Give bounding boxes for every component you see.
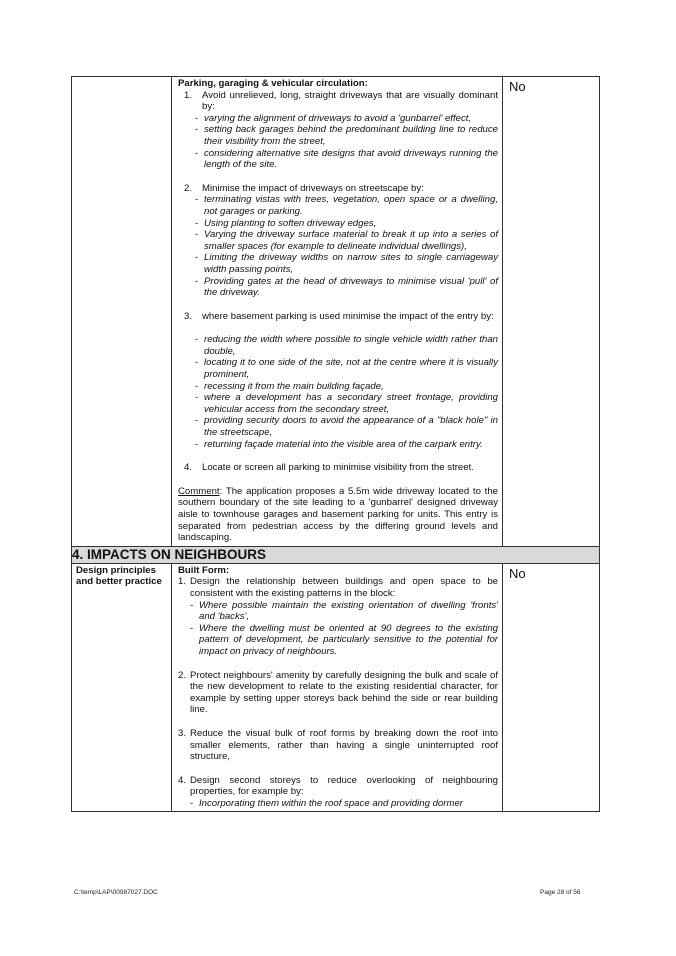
parking-item-4 [178,462,498,474]
built-form-item-1-bullets [178,600,498,658]
design-principles-label: Design principles and better practice [76,564,162,588]
item-number: 4. [178,774,187,786]
list-item: - reducing the width where possible to single vehicle width rather than double, [204,334,498,357]
built-form-answer-cell [503,563,600,812]
list-item: - setting back garages behind the predominant building line to reduce their visibility from the street, [204,124,498,147]
item-text: Protect neighbours' amenity by carefully designing the bulk and scale of the new development to relate to the existing residential character, for example by setting upper storeys back behind the side or rear building line. [190,669,498,716]
built-form-heading: Built Form: [178,564,230,576]
item-text: Minimise the impact of driveways on streetscape by: [202,182,424,194]
footer-file-path: C:\temp\LAP\00987027.DOC [74,889,158,896]
comment-label: Comment [178,485,220,497]
item-text: Design the relationship between buildings and open space to be consistent with the existing patterns in the block: [190,576,498,599]
list-item: - recessing it from the main building façade, [204,381,498,393]
item-number: 2. [184,182,193,194]
list-item: - returning façade material into the visible area of the carpark entry. [204,439,498,451]
list-item: - providing security doors to avoid the appearance of a "black hole" in the streetscape, [204,415,498,438]
item-number: 4. [184,462,193,474]
parking-comment [178,486,498,544]
item-text: Reduce the visual bulk of roof forms by breaking down the roof into smaller elements, rather than having a single uninterrupted roof structure, [190,727,498,763]
parking-item-3 [178,311,498,323]
parking-answer-cell [503,77,600,547]
parking-row [72,77,600,547]
parking-content-cell [172,77,503,547]
item-text: Design second storeys to reduce overlooking of neighbouring properties, for example by: [190,774,498,798]
section-title: 4. IMPACTS ON NEIGHBOURS [72,546,600,563]
item-number: 3. [184,310,193,322]
built-form-item-4-bullets [178,798,498,810]
comment-text: : The application proposes a 5.5m wide driveway located to the southern boundary of the site leading to a 'gunbarrel' designed driveway aisle to townhouse garages and basement parking for units. This entry is separated from pedestrian access by the differing ground levels and landscaping. [178,485,498,544]
built-form-left-cell [72,563,172,812]
built-form-item-4 [178,775,498,798]
item-text: where basement parking is used minimise the impact of the entry by: [202,310,494,322]
list-item: - Using planting to soften driveway edges, [204,218,498,230]
section-header-row [72,546,600,563]
parking-heading: Parking, garaging & vehicular circulation: [178,78,368,89]
list-item: - terminating vistas with trees, vegetation, open space or a dwelling, not garages or parking. [204,194,498,217]
item-number: 1. [184,89,193,101]
built-form-item-1 [178,576,498,599]
list-item: - considering alternative site designs that avoid driveways running the length of the site. [204,148,498,171]
built-form-item-2 [178,670,498,716]
list-item: - Where the dwelling must be oriented at 90 degrees to the existing pattern of development, be particularly sensitive to the potential for impact on privacy of neighbours. [199,623,498,658]
list-item: - Providing gates at the head of driveways to minimise visual 'pull' of the driveway. [204,276,498,299]
item-number: 2. [178,669,187,681]
parking-left-cell [72,77,172,547]
parking-item-2 [178,183,498,195]
footer-page-number: Page 28 of 56 [540,889,581,896]
item-text: Avoid unrelieved, long, straight driveways that are visually dominant by: [202,89,498,113]
list-item: - varying the alignment of driveways to avoid a 'gunbarrel' effect, [204,113,498,125]
built-form-item-3 [178,728,498,763]
item-number: 3. [178,727,187,739]
built-form-row [72,563,600,812]
list-item: - locating it to one side of the site, not at the centre where it is visually prominent, [204,357,498,380]
item-number: 1. [178,576,187,588]
list-item: - where a development has a secondary street frontage, providing vehicular access from the secondary street, [204,392,498,415]
parking-item-3-bullets [178,334,498,450]
list-item: - Where possible maintain the existing orientation of dwelling 'fronts' and 'backs', [199,600,498,623]
list-item: - Varying the driveway surface material to break it up into a series of smaller spaces (for example to delineate individual dwellings), [204,229,498,252]
assessment-table [71,76,600,812]
parking-item-1 [178,90,498,113]
parking-item-1-bullets [178,113,498,171]
built-form-answer: No [509,565,526,581]
list-item: - Limiting the driveway widths on narrow sites to single carriageway width passing points, [204,252,498,275]
list-item: - Incorporating them within the roof space and providing dormer [199,798,498,810]
parking-item-2-bullets [178,194,498,298]
parking-answer: No [509,79,526,94]
built-form-content-cell [172,563,503,812]
item-text: Locate or screen all parking to minimise visibility from the street. [202,462,474,474]
